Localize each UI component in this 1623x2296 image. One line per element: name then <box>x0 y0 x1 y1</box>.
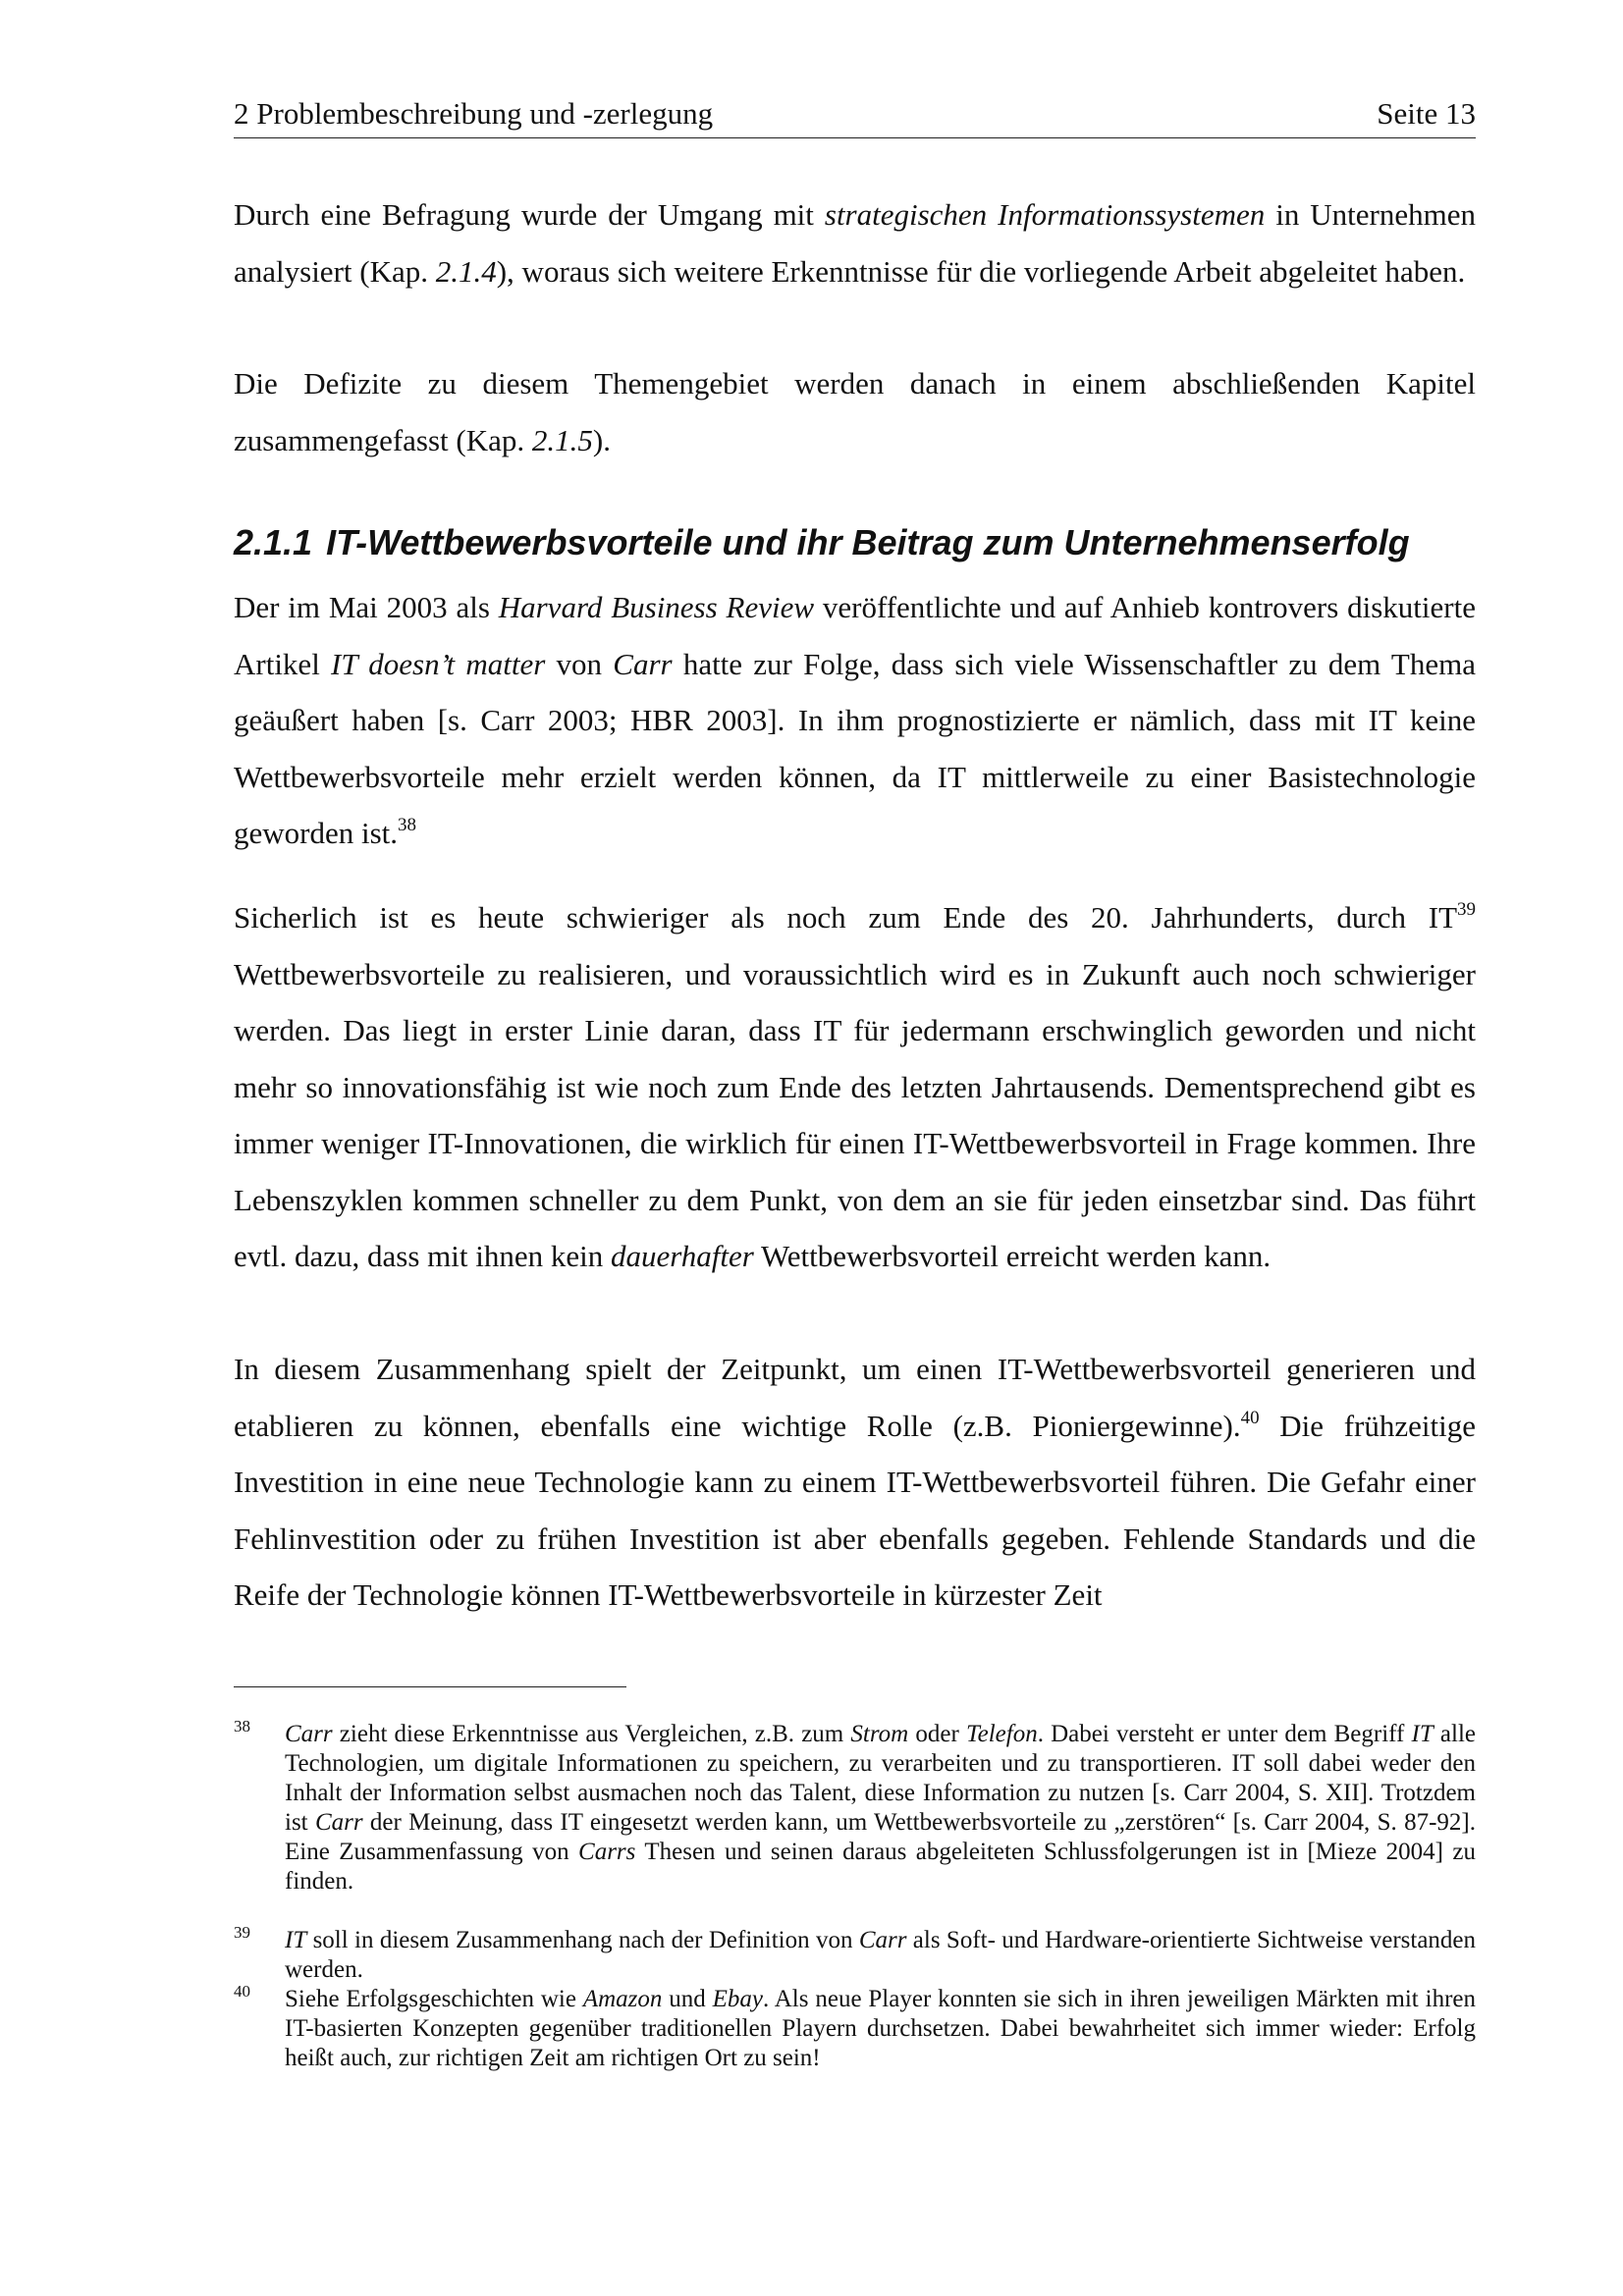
footnote-number: 39 <box>234 1923 250 1942</box>
body-paragraph-1: Der im Mai 2003 als Harvard Business Review veröffentlichte und auf Anhieb kontrovers diskutierte Artikel IT doesn’t matter von Carr hatte zur Folge, dass sich viele Wissenschaftler zu dem Thema geäußert haben [s. Carr 2003; HBR 2003]. In ihm prognostizierte er nämlich, dass mit IT keine Wettbewerbsvorteile mehr erzielt werden können, da IT mittlerweile zu einer Basistechnologie geworden ist.$^{38}$ <box>234 590 1476 850</box>
section-heading <box>234 522 1476 563</box>
footnote-40: 40 Siehe Erfolgsgeschichten wie Amazon und Ebay. Als neue Player konnten sie sich in ihren jeweiligen Märkten mit ihren IT-basierten Konzepten gegenüber traditionellen Playern durchsetzen. Dabei bewahrheitet sich immer wieder: Erfolg heißt auch, zur richtigen Zeit am richtigen Ort zu sein! <box>234 1985 1476 2073</box>
chapter-title: 2 Problembeschreibung und -zerlegung <box>234 96 714 131</box>
footnote-separator <box>234 1686 626 1687</box>
page-header <box>234 96 1476 138</box>
footnote-39: 39 IT soll in diesem Zusammenhang nach der Definition von Carr als Soft- und Hardware-orientierte Sichtweise verstanden werden. <box>234 1926 1476 1985</box>
page-number: Seite 13 <box>1377 96 1476 131</box>
intro-paragraph-2: Die Defizite zu diesem Themengebiet werden danach in einem abschließenden Kapitel zusammengefasst (Kap. 2.1.5). <box>234 366 1476 457</box>
footnote-38: 38 Carr zieht diese Erkenntnisse aus Vergleichen, z.B. zum Strom oder Telefon. Dabei versteht er unter dem Begriff IT alle Technologien, um digitale Informationen zu speichern, zu verarbeiten und zu transportieren. IT soll dabei weder den Inhalt der Information selbst ausmachen noch das Talent, diese Information zu nutzen [s. Carr 2004, S. XII]. Trotzdem ist Carr der Meinung, dass IT eingesetzt werden kann, um Wettbewerbsvorteile zu „zerstören“ [s. Carr 2004, S. 87-92]. Eine Zusammenfassung von Carrs Thesen und seinen daraus abgeleiteten Schlussfolgerungen ist in [Mieze 2004] zu finden. <box>234 1720 1476 1896</box>
footnote-ref-40: 40 <box>1240 1407 1260 1428</box>
footnote-ref-39: 39 <box>1457 899 1476 920</box>
section-title: IT-Wettbewerbsvorteile und ihr Beitrag zum Unternehmenserfolg <box>326 522 1410 562</box>
footnote-number: 40 <box>234 1982 250 2001</box>
intro-paragraph-1: Durch eine Befragung wurde der Umgang mit strategischen Informationssystemen in Unternehmen analysiert (Kap. 2.1.4), woraus sich weitere Erkenntnisse für die vorliegende Arbeit abgeleitet haben. <box>234 197 1476 289</box>
body-paragraph-3: In diesem Zusammenhang spielt der Zeitpunkt, um einen IT-Wettbewerbsvorteil generieren und etablieren zu können, ebenfalls eine wichtige Rolle (z.B. Pioniergewinne).$^{40}$ Die frühzeitige Investition in eine neue Technologie kann zu einem IT-Wettbewerbsvorteil führen. Die Gefahr einer Fehlinvestition oder zu frühen Investition ist aber ebenfalls gegeben. Fehlende Standards und die Reife der Technologie können IT-Wettbewerbsvorteile in kürzester Zeit <box>234 1352 1476 1612</box>
section-number: 2.1.1 <box>234 522 313 562</box>
body-paragraph-2: Sicherlich ist es heute schwieriger als noch zum Ende des 20. Jahrhunderts, durch IT$^{39}$ Wettbewerbsvorteile zu realisieren, und voraussichtlich wird es in Zukunft auch noch schwieriger werden. Das liegt in erster Linie daran, dass IT für jedermann erschwinglich geworden und nicht mehr so innovationsfähig ist wie noch zum Ende des letzten Jahrtausends. Dementsprechend gibt es immer weniger IT-Innovationen, die wirklich für einen IT-Wettbewerbsvorteil in Frage kommen. Ihre Lebenszyklen kommen schneller zu dem Punkt, von dem an sie für jeden einsetzbar sind. Das führt evtl. dazu, dass mit ihnen kein dauerhafter Wettbewerbsvorteil erreicht werden kann. <box>234 899 1476 1273</box>
footnote-ref-38: 38 <box>398 815 417 835</box>
footnote-number: 38 <box>234 1717 250 1735</box>
